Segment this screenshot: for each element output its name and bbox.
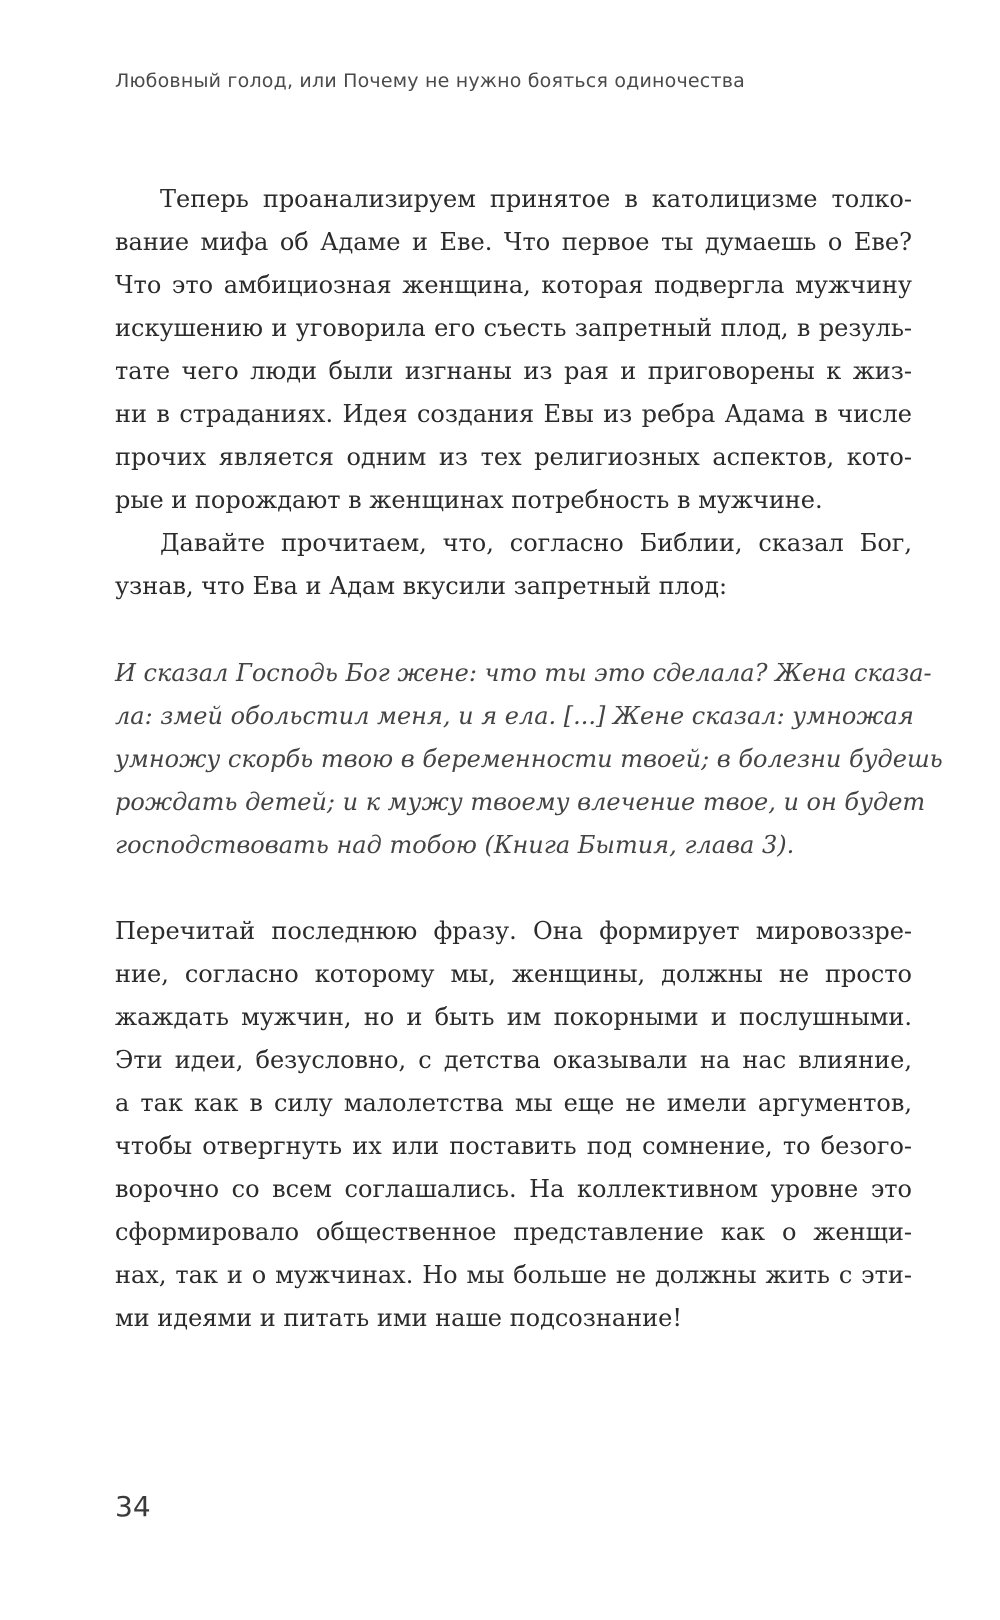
text-line: вание мифа об Адаме и Еве. Что первое ты думаешь о Еве? xyxy=(115,228,912,256)
text-line: нах, так и о мужчинах. Но мы больше не должны жить с эти- xyxy=(115,1261,912,1289)
text-line: Что это амбициозная женщина, которая подвергла мужчину xyxy=(115,271,912,299)
page-number: 34 xyxy=(115,1490,151,1523)
running-header: Любовный голод, или Почему не нужно бояться одиночества xyxy=(115,70,745,92)
text-line: ни в страданиях. Идея создания Евы из ребра Адама в числе xyxy=(115,400,912,428)
text-line: Давайте прочитаем, что, согласно Библии, сказал Бог, xyxy=(160,529,912,557)
text-line: Перечитай последнюю фразу. Она формирует мировоззре- xyxy=(115,917,912,945)
text-line: узнав, что Ева и Адам вкусили запретный плод: xyxy=(115,572,728,600)
text-line: Теперь проанализируем принятое в католицизме толко- xyxy=(160,185,912,213)
paragraph-conclusion xyxy=(115,910,912,1340)
paragraph-bible-intro xyxy=(115,522,912,608)
text-line: прочих является одним из тех религиозных аспектов, кото- xyxy=(115,443,912,471)
text-line: ворочно со всем соглашались. На коллективном уровне это xyxy=(115,1175,912,1203)
bible-quote xyxy=(115,652,943,867)
text-line: искушению и уговорила его съесть запретный плод, в резуль- xyxy=(115,314,912,342)
text-line: рые и порождают в женщинах потребность в мужчине. xyxy=(115,486,823,514)
quote-line: господствовать над тобою (Книга Бытия, глава 3). xyxy=(115,831,795,859)
text-line: ние, согласно которому мы, женщины, должны не просто xyxy=(115,960,912,988)
text-line: чтобы отвергнуть их или поставить под сомнение, то безого- xyxy=(115,1132,912,1160)
text-line: тате чего люди были изгнаны из рая и приговорены к жиз- xyxy=(115,357,912,385)
text-line: ми идеями и питать ими наше подсознание! xyxy=(115,1304,682,1332)
text-line: сформировало общественное представление как о женщи- xyxy=(115,1218,912,1246)
text-line: жаждать мужчин, но и быть им покорными и послушными. xyxy=(115,1003,912,1031)
text-line: Эти идеи, безусловно, с детства оказывали на нас влияние, xyxy=(115,1046,912,1074)
quote-line: ла: змей обольстил меня, и я ела. [...] Жене сказал: умножая xyxy=(115,702,914,730)
paragraph-intro xyxy=(115,178,912,522)
quote-line: умножу скорбь твою в беременности твоей; в болезни будешь xyxy=(115,745,943,773)
quote-line: И сказал Господь Бог жене: что ты это сделала? Жена сказа- xyxy=(115,659,932,687)
text-line: а так как в силу малолетства мы еще не имели аргументов, xyxy=(115,1089,912,1117)
quote-line: рождать детей; и к мужу твоему влечение твое, и он будет xyxy=(115,788,926,816)
